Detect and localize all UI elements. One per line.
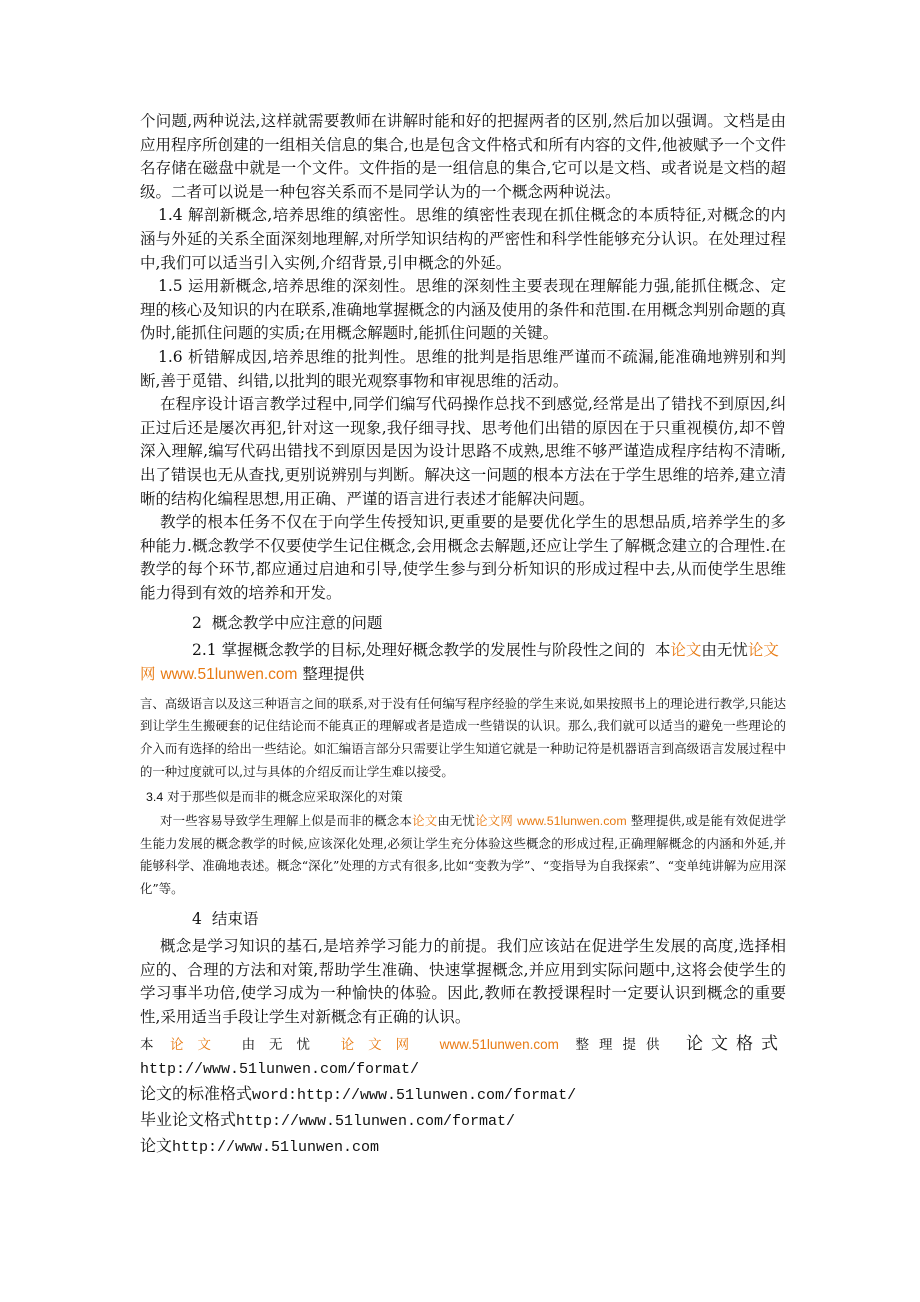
section-3-4-heading	[140, 786, 786, 808]
paragraph-conclusion: 概念是学习知识的基石,是培养学习能力的前提。我们应该站在促进学生发展的高度,选择相应的、合理的方法和对策,帮助学生准确、快速掌握概念,并应用到实际问题中,这将会使学生的学习事半功倍,使学习成为一种愉快的体验。因此,教师在教授课程时一定要认识到概念的重要性,采用适当手段让学生对新概念有正确的认识。	[140, 937, 786, 1026]
deepening-middle: 由无忧	[437, 812, 476, 828]
paragraph-deepening	[140, 810, 786, 901]
deepening-text-start: 对一些容易导致学生理解上似是而非的概念本	[160, 812, 413, 828]
section-2-title: 概念教学中应注意的问题	[211, 614, 383, 633]
footer-word-format: 论文格式	[686, 1034, 786, 1055]
footer-lunwen-link[interactable]: 论文	[170, 1037, 226, 1054]
footer-format-url-line	[140, 1056, 786, 1082]
section-3-4-title: 对于那些似是而非的概念应采取深化的对策	[167, 788, 403, 804]
paragraph-1-6: 1.6 析错解成因,培养思维的批判性。思维的批判是指思维严谨而不疏漏,能准确地辨别和判断,善于觅错、纠错,以批判的眼光观察事物和审视思维的活动。	[140, 347, 786, 390]
footer-word-ben: 本	[140, 1037, 154, 1054]
footer-lunwen-line	[140, 1134, 786, 1160]
footer-graduation-format-url[interactable]: http://www.51lunwen.com/format/	[236, 1113, 516, 1131]
footer-site-link[interactable]: 论文网	[340, 1037, 424, 1054]
credit-middle: 由无忧	[701, 641, 748, 660]
paragraph-2-1	[140, 639, 786, 686]
paragraph-2-1-text: 2.1 掌握概念教学的目标,处理好概念教学的发展性与阶段性之间的	[192, 641, 646, 660]
credit-lunwen-link[interactable]: 论文	[670, 641, 702, 660]
paragraph-teaching-task: 教学的根本任务不仅在于向学生传授知识,更重要的是要优化学生的思想品质,培养学生的多种能力.概念教学不仅要使学生记住概念,会用概念去解题,还应让学生了解概念建立的合理性.在教学的每个环节,都应通过启迪和引导,使学生参与到分析知识的形成过程中去,从而使学生思维能力得到有效的培养和开发。	[140, 513, 786, 602]
footer-format-url[interactable]: http://www.51lunwen.com/format/	[140, 1061, 420, 1079]
credit-site-link[interactable]: 论文网	[140, 641, 779, 684]
footer-graduation-format-line	[140, 1108, 786, 1134]
credit-suffix: 整理提供	[302, 665, 365, 684]
footer-word-provide: 整理提供	[575, 1037, 670, 1054]
document-page	[140, 110, 786, 1160]
section-2-heading	[140, 611, 786, 635]
deepening-site-link[interactable]: 论文网	[475, 812, 513, 828]
paragraph-programming-teaching: 在程序设计语言教学过程中,同学们编写代码操作总找不到感觉,经常是出了错找不到原因,纠正过后还是屡次再犯,针对这一现象,我仔细寻找、思考他们出错的原因在于只重视模仿,却不曾深入理解,编写代码出错找不到原因是因为设计思路不成熟,思维不够严谨造成程序结构不清晰,出了错误也无从查找,更别说辨别与判断。解决这一问题的根本方法在于学生思维的培养,建立清晰的结构化编程思想,用正确、严谨的语言进行表述才能解决问题。	[140, 395, 786, 508]
section-3-4-number: 3.4	[146, 789, 164, 804]
footer-standard-format-label: 论文的标准格式	[140, 1084, 253, 1104]
footer-standard-format-url[interactable]: word:http://www.51lunwen.com/format/	[252, 1087, 577, 1105]
section-4-number: 4	[192, 910, 202, 929]
paragraph-1-4: 1.4 解剖新概念,培养思维的缜密性。思维的缜密性表现在抓住概念的本质特征,对概念的内涵与外延的关系全面深刻地理解,对所学知识结构的严密性和科学性能够充分认识。在处理过程中,我们可以适当引入实例,介绍背景,引申概念的外延。	[140, 206, 786, 272]
paragraph-1-5: 1.5 运用新概念,培养思维的深刻性。思维的深刻性主要表现在理解能力强,能抓住概念、定理的核心及知识的内在联系,准确地掌握概念的内涵及使用的条件和范围.在用概念判别命题的真伪时,能抓住问题的实质;在用概念解题时,能抓住问题的关键。	[140, 277, 786, 343]
footer-word-youwu: 由无忧	[241, 1037, 325, 1054]
paragraph-document-vs-file: 个问题,两种说法,这样就需要教师在讲解时能和好的把握两者的区别,然后加以强调。文档是由应用程序所创建的一组相关信息的集合,也是包含文件格式和所有内容的文件,他被赋予一个文件名存储在磁盘中就是一个文件。文件指的是一组信息的集合,它可以是文档、或者说是文档的超级。二者可以说是一种包容关系而不是同学认为的一个概念两种说法。	[140, 112, 786, 201]
deepening-text-rest: 整理提供,或是能有效促进学生能力发展的概念教学的时候,应该深化处理,必须让学生充分体验这些概念的形成过程,正确理解概念的内涵和外延,并能够科学、准确地表述。概念“深化”处理的方式有很多,比如“变教为学”、“变指导为自我探索”、“变单纯讲解为应用深化”等。	[140, 812, 787, 897]
footer-lunwen-url[interactable]: http://www.51lunwen.com	[172, 1139, 380, 1157]
footer-credit-line	[140, 1033, 786, 1056]
footer-graduation-format-label: 毕业论文格式	[140, 1110, 237, 1130]
section-2-number: 2	[192, 614, 202, 633]
deepening-lunwen-link[interactable]: 论文	[412, 812, 438, 828]
footer-standard-format-line	[140, 1082, 786, 1108]
footer-lunwen-label: 论文	[140, 1136, 173, 1156]
footer-url-link[interactable]: www.51lunwen.com	[439, 1037, 559, 1053]
section-4-title: 结束语	[211, 910, 259, 929]
credit-prefix: 本	[654, 641, 671, 660]
paragraph-languages-small: 言、高级语言以及这三种语言之间的联系,对于没有任何编写程序经验的学生来说,如果按照书上的理论进行教学,只能达到让学生生搬硬套的记住结论而不能真正的理解或者是造成一些错误的认识。那么,我们就可以适当的避免一些理论的介入而有选择的给出一些结论。如汇编语言部分只需要让学生知道它就是一种助记符是机器语言到高级语言发展过程中的一种过度就可以,过与具体的介绍反而让学生难以接受。	[140, 695, 786, 780]
credit-url-link[interactable]: www.51lunwen.com	[160, 666, 298, 684]
section-4-heading	[140, 907, 786, 931]
deepening-url-link[interactable]: www.51lunwen.com	[517, 813, 627, 828]
